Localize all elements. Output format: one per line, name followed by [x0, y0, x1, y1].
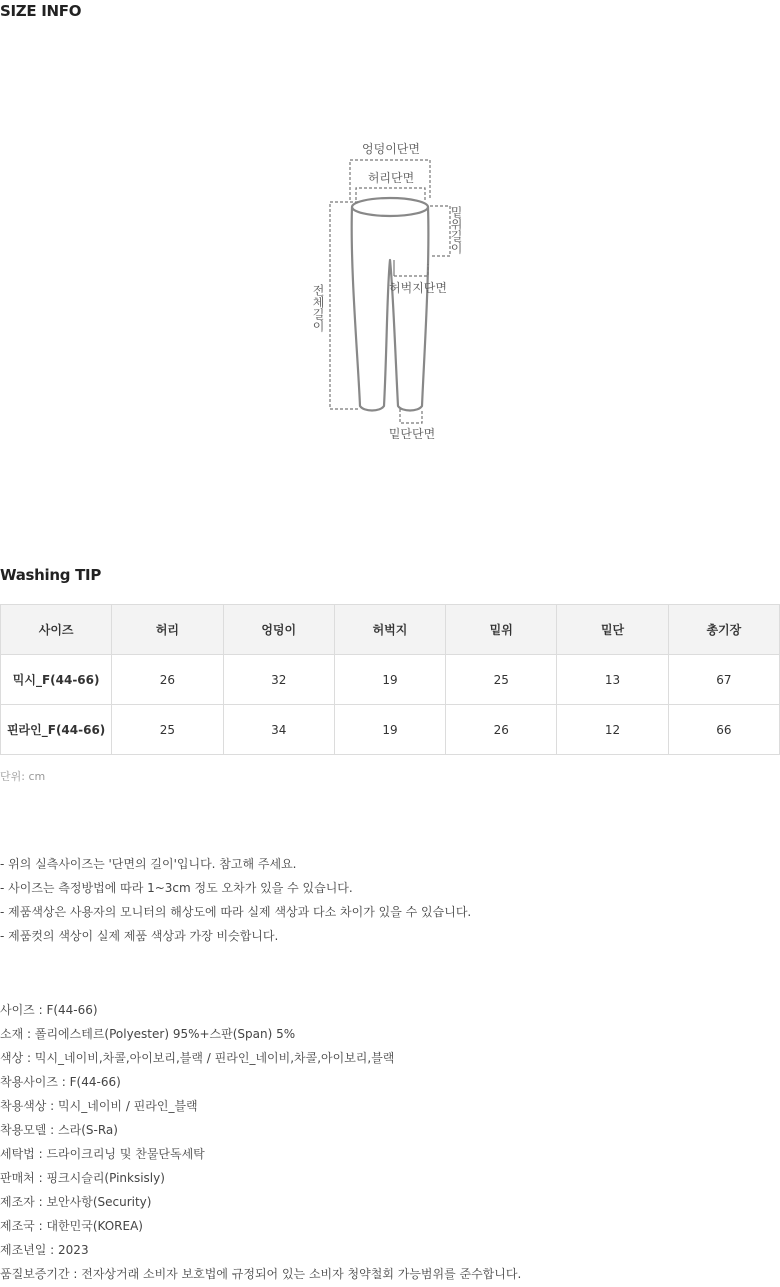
table-cell: 34 — [223, 705, 334, 755]
table-cell: 믹시_F(44-66) — [1, 655, 112, 705]
washing-tip-heading: Washing TIP — [0, 566, 102, 584]
note-item: - 사이즈는 측정방법에 따라 1~3cm 정도 오차가 있을 수 있습니다. — [0, 881, 353, 895]
spec-item: 제조국 : 대한민국(KOREA) — [0, 1219, 143, 1233]
spec-item: 제조년일 : 2023 — [0, 1243, 89, 1257]
waist-label: 허리단면 — [367, 171, 415, 185]
spec-item: 세탁법 : 드라이크리닝 및 찬물단독세탁 — [0, 1147, 205, 1161]
table-cell: 19 — [334, 655, 445, 705]
table-cell: 25 — [446, 655, 557, 705]
total-length-label: 전체길이 — [311, 284, 325, 332]
size-info-heading: SIZE INFO — [0, 2, 82, 20]
pants-measurement-diagram — [300, 138, 480, 448]
table-cell: 19 — [334, 705, 445, 755]
spec-item: 제조자 : 보안사항(Security) — [0, 1195, 152, 1209]
table-cell: 66 — [668, 705, 779, 755]
table-cell: 25 — [112, 705, 223, 755]
size-table — [0, 604, 780, 755]
header-waist: 허리 — [112, 605, 223, 655]
header-thigh: 허벅지 — [334, 605, 445, 655]
header-hem: 밑단 — [557, 605, 668, 655]
table-cell: 26 — [112, 655, 223, 705]
hip-label: 엉덩이단면 — [362, 142, 420, 156]
table-cell: 13 — [557, 655, 668, 705]
header-hip: 엉덩이 — [223, 605, 334, 655]
rise-label: 밑위길이 — [449, 206, 463, 254]
notes-list — [0, 855, 471, 951]
table-row — [1, 705, 780, 755]
spec-item: 착용사이즈 : F(44-66) — [0, 1075, 121, 1089]
spec-item: 사이즈 : F(44-66) — [0, 1003, 98, 1017]
spec-item: 착용모델 : 스라(S-Ra) — [0, 1123, 118, 1137]
header-total-length: 총기장 — [668, 605, 779, 655]
table-cell: 26 — [446, 705, 557, 755]
table-cell: 32 — [223, 655, 334, 705]
spec-item: 착용색상 : 믹시_네이비 / 핀라인_블랙 — [0, 1099, 198, 1113]
note-item: - 위의 실측사이즈는 '단면의 길이'입니다. 참고해 주세요. — [0, 857, 297, 871]
table-row — [1, 655, 780, 705]
hem-label: 밑단단면 — [388, 427, 436, 441]
spec-item: 판매처 : 핑크시슬리(Pinksisly) — [0, 1171, 165, 1185]
thigh-label: 허벅지단면 — [389, 281, 447, 295]
note-item: - 제품색상은 사용자의 모니터의 해상도에 따라 실제 색상과 다소 차이가 있을 수 있습니다. — [0, 905, 472, 919]
spec-item: 품질보증기간 : 전자상거래 소비자 보호법에 규정되어 있는 소비자 청약철회 가능범위를 준수합니다. — [0, 1267, 522, 1281]
product-specs-list — [0, 1001, 521, 1287]
note-item: - 제품컷의 색상이 실제 제품 색상과 가장 비슷합니다. — [0, 929, 279, 943]
header-rise: 밑위 — [446, 605, 557, 655]
spec-item: 소재 : 폴리에스테르(Polyester) 95%+스판(Span) 5% — [0, 1027, 296, 1041]
header-size: 사이즈 — [1, 605, 112, 655]
table-cell: 12 — [557, 705, 668, 755]
table-header-row — [1, 605, 780, 655]
spec-item: 색상 : 믹시_네이비,차콜,아이보리,블랙 / 핀라인_네이비,차콜,아이보리,블랙 — [0, 1051, 395, 1065]
unit-note: 단위: cm — [0, 770, 46, 783]
table-cell: 핀라인_F(44-66) — [1, 705, 112, 755]
table-cell: 67 — [668, 655, 779, 705]
